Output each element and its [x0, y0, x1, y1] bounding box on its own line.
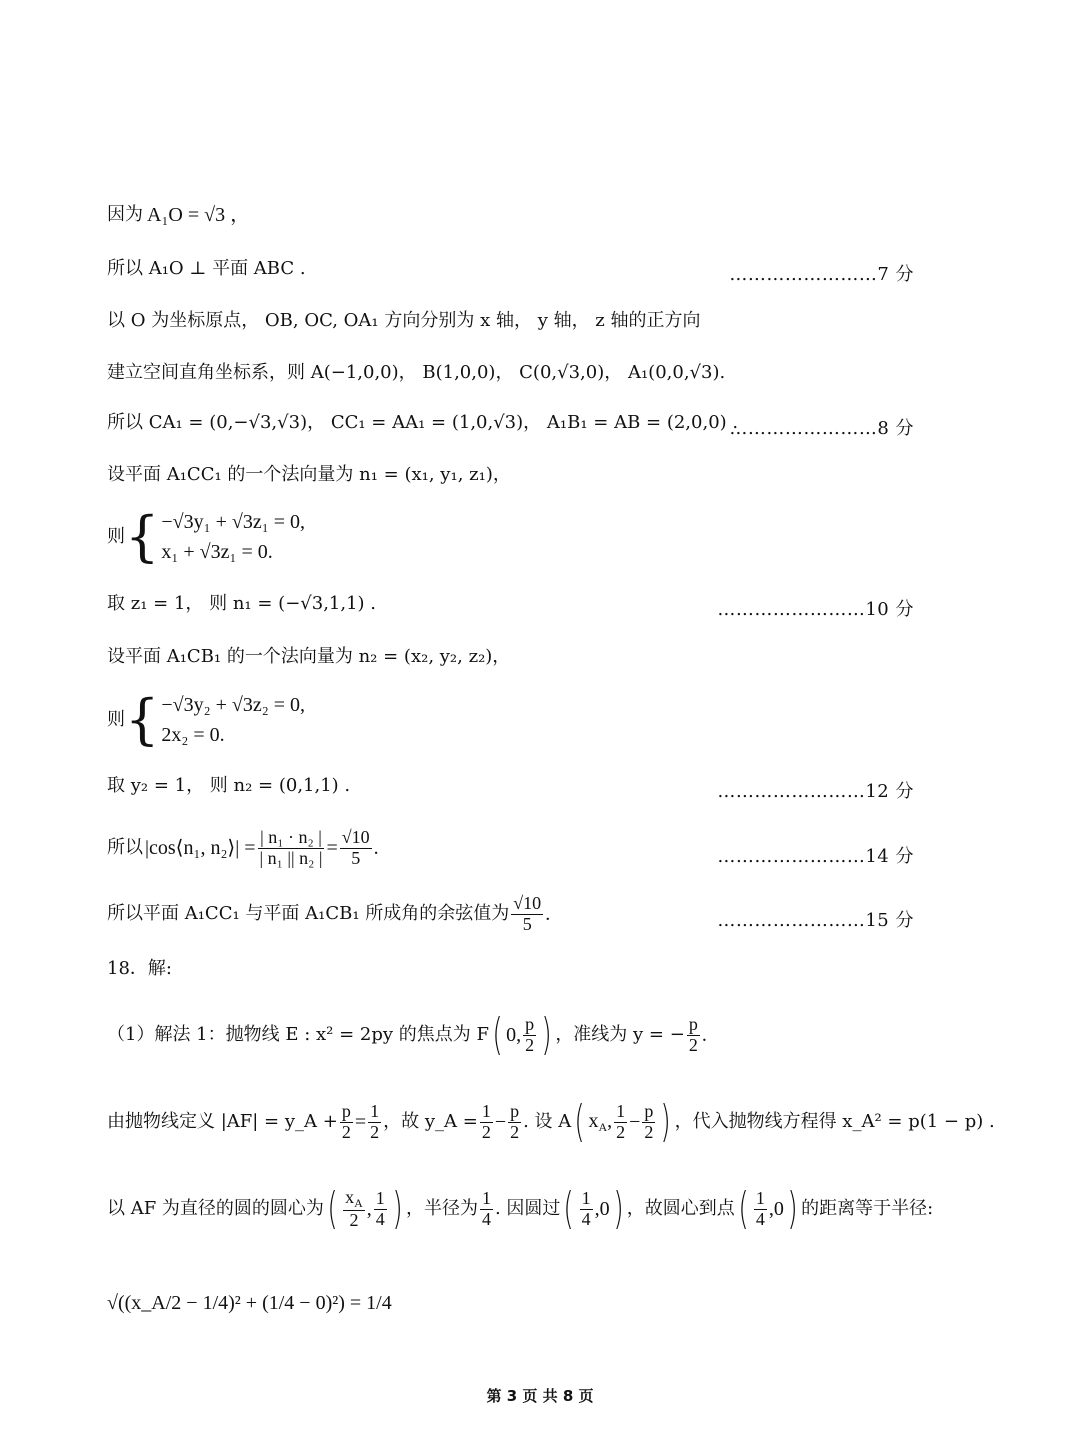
- fraction: [511, 894, 543, 935]
- equation: √((x_A/2 − 1/4)² + (1/4 − 0)²) = 1/4: [107, 1292, 392, 1314]
- line-text: （1）解法 1：抛物线 E : x² = 2py 的焦点为 F: [107, 1024, 489, 1045]
- equation: x₁ + √3z₁ = 0.: [161, 541, 273, 563]
- paren-left-icon: (: [738, 1183, 749, 1234]
- line-text: . 设 A: [523, 1111, 572, 1132]
- equation-system: [161, 512, 305, 562]
- line-text: 以 AF 为直径的圆的圆心为: [107, 1198, 324, 1219]
- line-prefix: 所以: [107, 837, 143, 859]
- line-parabola: （1）解法 1：抛物线 E : x² = 2py 的焦点为 F ( 0, $\frac{p}{2}$ ) ，准线为 y = − $\frac{p}{2}$ .: [107, 1009, 707, 1060]
- line-text: 因为: [107, 204, 143, 225]
- line-text: 以 O 为坐标原点， OB, OC, OA₁ 方向分别为 x 轴， y 轴， z 轴的正方向: [107, 310, 701, 331]
- paren-left-icon: (: [492, 1009, 503, 1060]
- line-text: 所以 CA₁ = (0,−√3,√3)， CC₁ = AA₁ = (1,0,√3)， A₁B₁ = AB = (2,0,0) .: [107, 412, 739, 433]
- line-text: 设平面 A₁CB₁ 的一个法向量为 n₂ = (x₂, y₂, z₂)，: [107, 646, 511, 667]
- brace-icon: {: [125, 505, 160, 568]
- line-vectors: [107, 414, 738, 432]
- fraction: [340, 828, 372, 869]
- line-cosine: 所以 |cos⟨n₁, n₂⟩| = $\frac{\text{| n₁ · n₂ |}}{\text{| n₁ || n₂ |}}$ = $\frac{√10}{5}$ .: [107, 827, 379, 868]
- equation-system: [161, 695, 305, 745]
- fraction-denominator: 2: [688, 1034, 698, 1055]
- equation: 2x₂ = 0.: [161, 724, 225, 746]
- fraction: [523, 1015, 536, 1056]
- score-12: ……………………12 分: [717, 781, 914, 802]
- paren-right-icon: ): [613, 1183, 624, 1234]
- line-text: 建立空间直角坐标系，则 A(−1,0,0)， B(1,0,0)， C(0,√3,0)， A₁(0,0,√3).: [107, 362, 726, 383]
- fraction-numerator: | n₁ · n₂ |: [260, 827, 322, 847]
- line-text: ，代入抛物线方程得 x_A² = p(1 − p) .: [674, 1111, 995, 1132]
- paren-left-icon: (: [574, 1096, 586, 1147]
- line-system-1: [107, 505, 305, 568]
- point-coord: 0,: [506, 1024, 522, 1046]
- line-prefix: 所以平面 A₁CC₁ 与平面 A₁CB₁ 所成角的余弦值为: [107, 903, 510, 925]
- line-normal-n2: [107, 648, 510, 666]
- fraction-numerator: √10: [341, 827, 370, 847]
- score-15: ……………………15 分: [717, 910, 914, 931]
- brace-icon: {: [125, 688, 160, 751]
- line-text: 取 y₂ = 1， 则 n₂ = (0,1,1) .: [107, 775, 351, 796]
- equation: −√3y₂ + √3z₂ = 0,: [161, 694, 305, 716]
- line-text: 的距离等于半径:: [801, 1198, 934, 1219]
- line-n1-value: [107, 595, 376, 613]
- fraction-denominator: 2: [525, 1034, 535, 1055]
- fraction-numerator: p: [688, 1013, 698, 1034]
- line-text: ，半径为: [405, 1198, 478, 1219]
- line-conclusion: 所以平面 A₁CC₁ 与平面 A₁CB₁ 所成角的余弦值为 $\frac{√10}{5}$ .: [107, 893, 551, 934]
- score-7: ……………………7 分: [729, 264, 914, 285]
- line-text: ，故 y_A =: [383, 1111, 478, 1132]
- line-text: 所以 A₁O ⊥ 平面 ABC .: [107, 258, 306, 279]
- paren-right-icon: ): [541, 1009, 552, 1060]
- paren-right-icon: ): [787, 1183, 798, 1234]
- line-text: 18．解:: [107, 958, 172, 979]
- fraction-numerator: √10: [513, 893, 542, 913]
- line-circle: 以 AF 为直径的圆的圆心为 ( $\frac{x_A}{2}$ , $\frac{1}{4}$ ) ，半径为 $\frac{1}{4}$ . 因圆过 ( $\frac{1}{4}$ ,0 ) ，故圆心到点 ( $\frac{1}{4}$ ,0 ) 的距离等于半径:: [107, 1183, 934, 1234]
- score-14: ……………………14 分: [717, 846, 914, 867]
- line-distance-equation: [107, 1293, 392, 1313]
- line-text: 取 z₁ = 1， 则 n₁ = (−√3,1,1) .: [107, 593, 377, 614]
- paren-left-icon: (: [563, 1183, 575, 1234]
- line-coordinate-origin: [107, 312, 701, 330]
- line-coordinate-system: [107, 364, 725, 382]
- paren-right-icon: ): [660, 1096, 672, 1147]
- line-normal-n1: [107, 466, 511, 484]
- line-a1o-value: [107, 205, 250, 225]
- equation: −√3y₁ + √3z₁ = 0,: [161, 511, 305, 533]
- line-problem-18: [107, 960, 172, 978]
- line-definition: 由抛物线定义 |AF| = y_A + $\frac{p}{2}$ = $\frac{1}{2}$ ，故 y_A = $\frac{1}{2}$ − $\frac{p}{2}$ . 设 A ( $x_A$, $\frac{1}{2}$ − $\frac{p}{2}$ ) ，代入抛物线方程得 x_A² = p(1 − p) .: [107, 1096, 995, 1147]
- fraction: [687, 1015, 700, 1056]
- line-system-2: [107, 688, 305, 751]
- line-expr: A₁O = √3 ，: [147, 204, 251, 226]
- fraction-denominator: | n₁ || n₂ |: [259, 847, 323, 868]
- page-number: 第 3 页 共 8 页: [486, 1387, 594, 1405]
- line-text: . 因圆过: [494, 1198, 561, 1219]
- score-8: ……………………8 分: [729, 418, 914, 439]
- paren-left-icon: (: [327, 1183, 338, 1234]
- fraction: [258, 828, 325, 869]
- line-prefix: 则: [107, 526, 125, 547]
- fraction-denominator: 5: [522, 913, 532, 934]
- fraction-numerator: p: [525, 1013, 535, 1034]
- line-text: ，故圆心到点: [626, 1198, 735, 1219]
- line-perpendicular: [107, 260, 306, 278]
- paren-right-icon: ): [392, 1183, 403, 1234]
- line-text: 由抛物线定义 |AF| = y_A +: [107, 1111, 338, 1132]
- line-text: ，准线为 y = −: [555, 1024, 685, 1045]
- line-text: 设平面 A₁CC₁ 的一个法向量为 n₁ = (x₁, y₁, z₁)，: [107, 464, 511, 485]
- cos-lhs: |cos⟨n₁, n₂⟩| =: [145, 837, 256, 860]
- line-n2-value: [107, 777, 350, 795]
- fraction-denominator: 5: [351, 847, 361, 868]
- line-prefix: 则: [107, 709, 125, 730]
- score-10: ……………………10 分: [717, 599, 914, 620]
